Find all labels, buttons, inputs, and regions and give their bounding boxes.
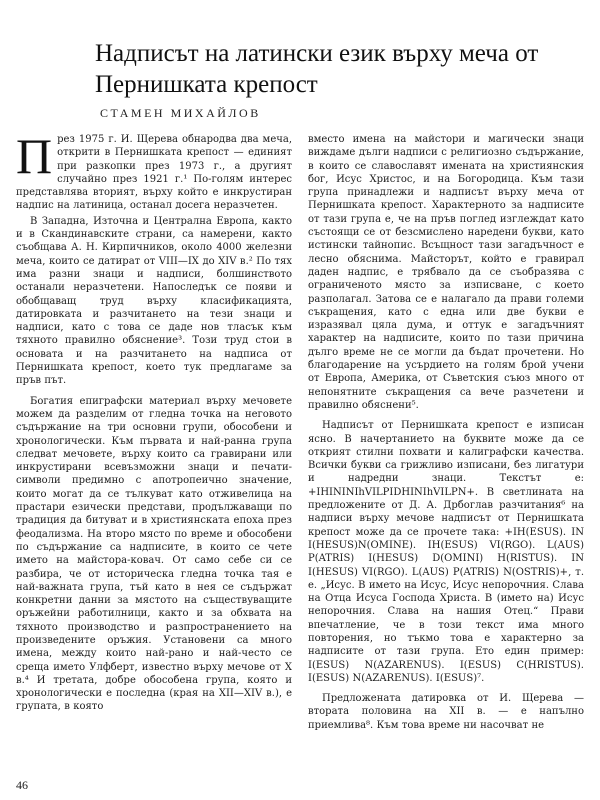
paragraph-dating: Предложената датировка от И. Щерева — втората половина на XII в. — е напълно приемлива⁸. Към това време ни насочват не [308,693,584,731]
article-title: Надписът на латински език върху меча от Пернишката крепост [95,40,539,98]
article-author: СТАМЕН МИХАЙЛОВ [100,106,261,120]
paragraph-groups: Богатия епиграфски материал върху мечовете можем да разделим от гледна точка на неговото съдържание на три основни групи, обособени и хронологически. Към първата и най-ранна група следват мечовете, върху които са гравирани или инкрустирани всевъзможни знаци и печати-символи предимно с апотропеично значение, които могат да се тълкуват като отживелица на прастари езически представи, продължаващи по традиция да битуват и в християнската епоха през феодализма. На второ място по време и обособени по съдържание са надписите, в които се чете името на майстора-ковач. От само себе си се разбира, че от историческа гледна точка тая е най-важната група, тъй като в нея се съдържат конкретни данни за мястото на съществуващите оръжейни работилници, както и за обхвата на тяхното производство и разпространението на произведените оръжия. Установени са много имена, между които най-рано и най-често се среща името Улфберт, известно върху мечове от X в.⁴ И третата, добре обособена група, която и хронологически е последна (края на XII—XIV в.), е групата, в която [16,395,292,713]
article-body [16,128,584,765]
paragraph-intro-text: рез 1975 г. И. Щерева обнародва два меча, открити в Пернишката крепост — единият при разкопки през 1973 г., а другият случайно през 1921 г.¹ По-голям интерес представлява вторият, върху който е инкрустиран надпис на латиница, останал досега неразчетен. [16,134,292,212]
paragraph-inscription: Надписът от Пернишката крепост е изписан ясно. В начертанието на буквите може да се открият стилни похвати и калиграфски качества. Всички букви са грижливо изписани, без лигатури и надредни знаци. Текстът е: +IHININIhVILPIDHINIhVILPN+. В светлината на предложените от Д. А. Дрбоглав разчитания⁶ на надписи върху мечове надписът от Пернишката крепост може да се прочете така: +IH(ESUS). IN I(HESUS)N(OMINE). IH(ESUS) VI(RGO). L(AUS) P(ATRIS) I(HESUS) D(OMINI) H(RISTUS). IN I(HESUS) VI(RGO). L(AUS) P(ATRIS) N(OSTRIS)+, т. е. „Исус. В името на Исус, Исус непорочния. Слава на Отца Исуса Господа Христа. В (името на) Исус непорочния. Слава на нашия Отец.“ Прави впечатление, че в този текст има много повторения, но тъкмо това е характерно за надписите от тази група. Ето един пример: I(ESUS) N(AZARENUS). I(ESUS) C(HRISTUS). I(ESUS) N(AZARENUS). I(ESUS)⁷. [308,420,584,684]
drop-cap: П [16,128,53,184]
column-left [16,128,292,765]
column-right [308,133,584,765]
paragraph-europe: В Западна, Източна и Централна Европа, както и в Скандинавските страни, са намерени, както съобщава А. Н. Кирпичников, около 4000 железни меча, които се датират от VIII—IX до XIV в.² По тях има разни знаци и надписи, болшинството останали неразчетени. Напоследък се появи и обобщаващ труд върху класификацията, датировката и разчитането на тези знаци и надписи, като с това се даде нов тласък към тяхното правилно обяснение³. Този труд стои в основата и на разчитането на надписа от Пернишката крепост, което тук предлагаме за пръв път. [16,215,292,387]
paragraph-religious-group: вместо имена на майстори и магически знаци виждаме дълги надписи с религиозно съдържание, в които се славославят имената на християнския бог, Исус Христос, и на Богородица. Към тази група принадлежи и надписът върху меча от Пернишката крепост. Характерното за надписите от тази група е, че на пръв поглед изглеждат като състоящи се от безсмислено наредени букви, като истински тайнопис. Всъщност тази загадъчност е лесно обяснима. Майсторът, който е гравирал даден надпис, е трябвало да се съобразява с ограниченото място за изписване, с което разполагал. Затова се е налагало да прави големи съкращения, като с една или две букви е изразявал цяла дума, и оттук е загадъчният характер на надписите, които по тази причина дълго време не се могли да бъдат прочетени. Но благодарение на усърдието на голям брой учени от Европа, Америка, от Съветския съюз много от непонятните съкращения са вече разчетени и правилно обяснени⁵. [308,134,584,411]
page-number: 46 [16,778,28,792]
paragraph-intro [16,128,292,213]
